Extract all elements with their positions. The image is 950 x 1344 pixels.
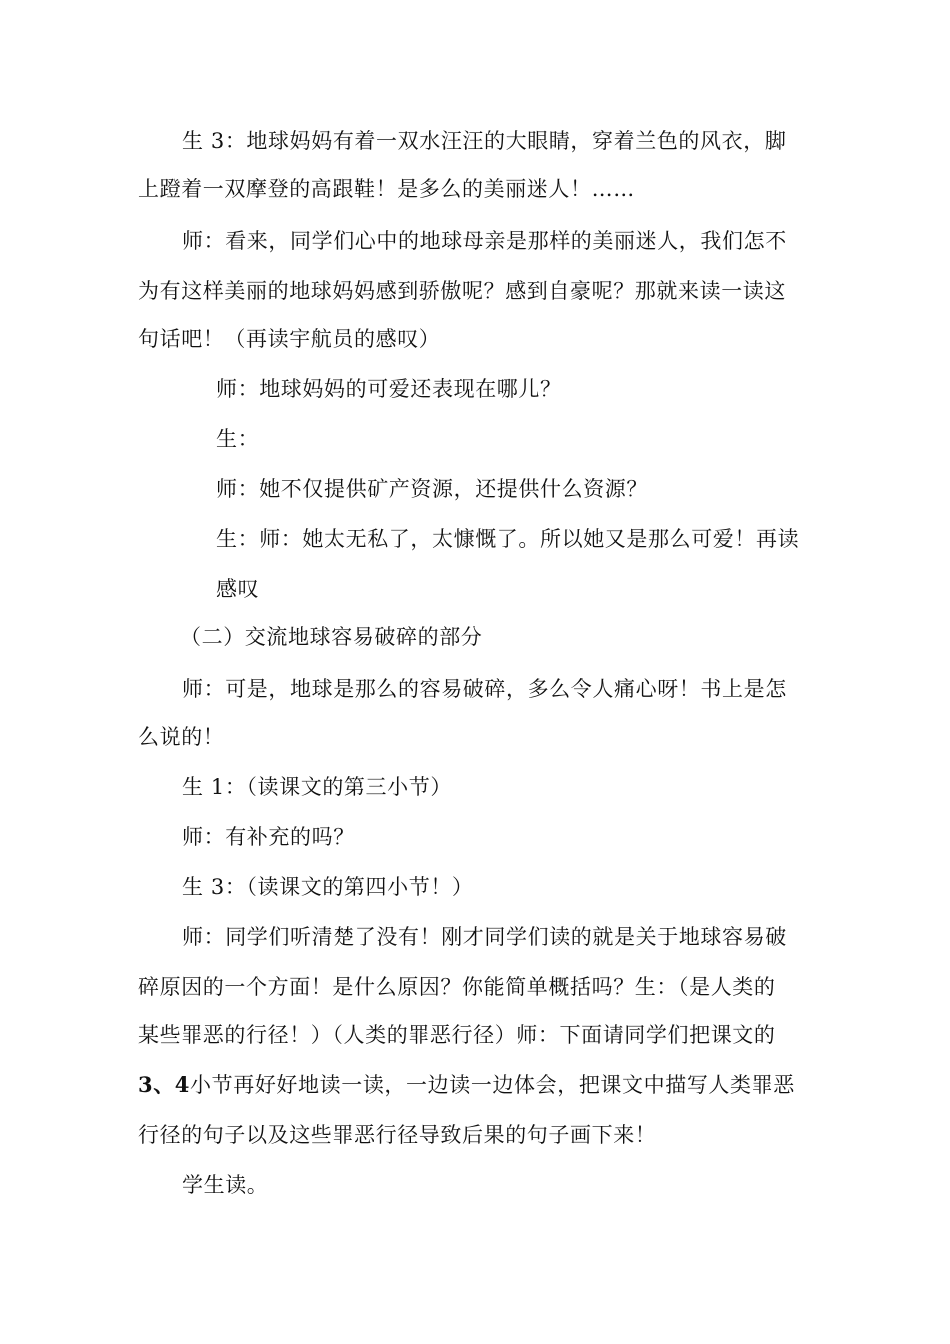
paragraph-line [138,1070,795,1100]
paragraph-line: 师：可是，地球是那么的容易破碎，多么令人痛心呀！书上是怎 [182,677,787,701]
paragraph-line: 某些罪恶的行径！）（人类的罪恶行径）师：下面请同学们把课文的 [138,1023,776,1047]
paragraph-line: 生： [216,427,260,451]
paragraph-line: 师：她不仅提供矿产资源，还提供什么资源？ [216,477,648,501]
paragraph-line-text: 小节再好好地读一读，一边读一边体会，把课文中描写人类罪恶 [190,1073,795,1097]
paragraph-line: 生 1：（读课文的第三小节） [182,775,452,799]
paragraph-line: 行径的句子以及这些罪恶行径导致后果的句子画下来！ [138,1123,657,1147]
paragraph-line: 么说的！ [138,725,225,749]
bold-number: 3、4 [138,1072,191,1097]
paragraph-line: 生 3：（读课文的第四小节！） [182,875,474,899]
paragraph-line: 上蹬着一双摩登的高跟鞋！是多么的美丽迷人！…… [138,177,635,201]
paragraph-line: 生：师：她太无私了，太慷慨了。所以她又是那么可爱！再读 [216,527,800,551]
paragraph-line: 碎原因的一个方面！是什么原因？你能简单概括吗？生：（是人类的 [138,975,776,999]
section-heading: （二）交流地球容易破碎的部分 [180,625,483,649]
paragraph-line: 师：地球妈妈的可爱还表现在哪儿？ [216,377,562,401]
paragraph-line: 师：看来，同学们心中的地球母亲是那样的美丽迷人，我们怎不 [182,229,787,253]
paragraph-line: 师：同学们听清楚了没有！刚才同学们读的就是关于地球容易破 [182,925,787,949]
paragraph-line: 感叹 [216,577,260,601]
paragraph-line: 句话吧！（再读宇航员的感叹） [138,327,441,351]
paragraph-line: 生 3：地球妈妈有着一双水汪汪的大眼睛，穿着兰色的风衣，脚 [182,129,787,153]
paragraph-line: 师：有补充的吗？ [182,825,355,849]
paragraph-line: 学生读。 [182,1173,269,1197]
paragraph-line: 为有这样美丽的地球妈妈感到骄傲呢？感到自豪呢？那就来读一读这 [138,279,786,303]
